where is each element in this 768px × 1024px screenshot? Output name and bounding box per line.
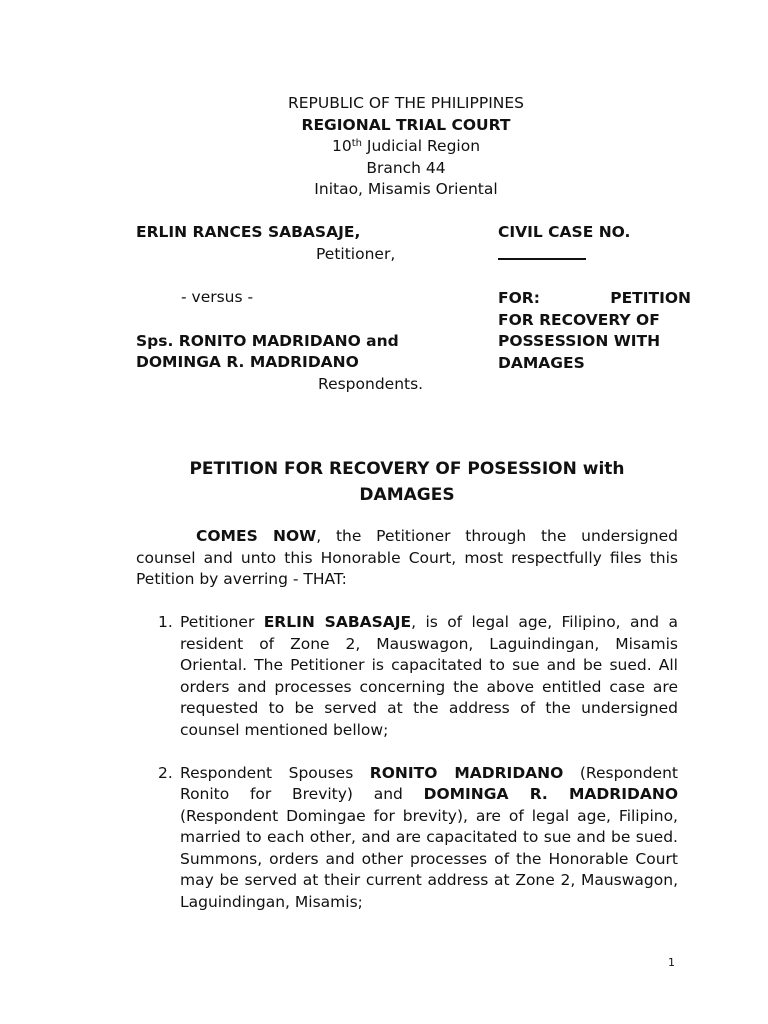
list-item [136,763,678,914]
judicial-region [0,136,768,158]
spacer [498,266,691,288]
spacer [136,309,456,331]
case-number-underline [498,244,586,260]
title-line-2: DAMAGES [359,485,455,505]
region-label: Judicial Region [361,137,481,155]
case-nature-line-2: FOR RECOVERY OF [498,310,660,329]
case-number-label: CIVIL CASE NO. [498,223,631,241]
title-line-1: PETITION FOR RECOVERY OF POSESSION with [189,459,625,479]
region-number: 10 [331,137,352,155]
case-nature-line-3: POSSESSION WITH [498,332,661,350]
item-text-mid: (Respondent Ronito for Brevity) and [180,763,678,803]
petition-body [136,526,678,935]
petitioner-role: Petitioner, [316,244,396,263]
petitioner-name: ERLIN RANCES SABASAJE, [136,223,361,241]
for-label: FOR: [498,289,540,307]
case-caption-parties [136,222,456,395]
respondent-role: Respondents. [318,374,424,393]
item-text-rest: (Respondent Domingae for brevity), are of legal age, Filipino, married to each other, and are capacitated to sue and be sued. Summons, orders and other processes of the Honorable Court may be served at their current address at Zone 2, Mauswagon, Laguindingan, Misamis; [180,806,678,911]
item-text-pre: Petitioner [180,613,264,631]
respondent-line-2: DOMINGA R. MADRIDANO [136,353,359,371]
list-number: 1. [158,613,173,631]
item-text-rest: , is of legal age, Filipino, and a resident of Zone 2, Mauswagon, Laguindingan, Misamis Oriental. The Petitioner is capacitated to sue and be sued. All orders and processes concerning the above entitled case are requested to be served at the address of the undersigned counsel mentioned bellow; [180,613,678,739]
intro-paragraph [136,526,678,591]
list-item [136,612,678,741]
case-nature-line-4: DAMAGES [498,353,585,372]
respondent-line-1: Sps. RONITO MADRIDANO and [136,331,399,350]
item-bold-name: ERLIN SABASAJE [263,613,412,631]
branch-line: Branch 44 [366,158,446,177]
case-caption-details [498,222,691,374]
list-number: 2. [158,763,173,782]
region-superscript: th [351,138,362,149]
intro-bold: COMES NOW [196,527,317,545]
for-word: PETITION [610,289,691,307]
item-text-pre: Respondent Spouses [180,763,370,782]
court-name: REGIONAL TRIAL COURT [301,115,511,134]
item-bold-name: RONITO MADRIDANO [369,763,564,782]
page-number: 1 [668,956,675,969]
item-bold-name-2: DOMINGA R. MADRIDANO [423,785,678,803]
case-number-blank [498,244,691,267]
petition-title [136,456,678,508]
case-nature-line-1 [498,288,691,310]
republic-line: REPUBLIC OF THE PHILIPPINES [287,94,524,112]
court-header [0,93,768,201]
spacer [136,265,456,287]
versus-label: - versus - [181,288,254,306]
location-line: Initao, Misamis Oriental [314,180,498,198]
intro-text: , the Petitioner through the undersigned counsel and unto this Honorable Court, most respectfully files this Petition by averring - THAT: [136,527,678,588]
